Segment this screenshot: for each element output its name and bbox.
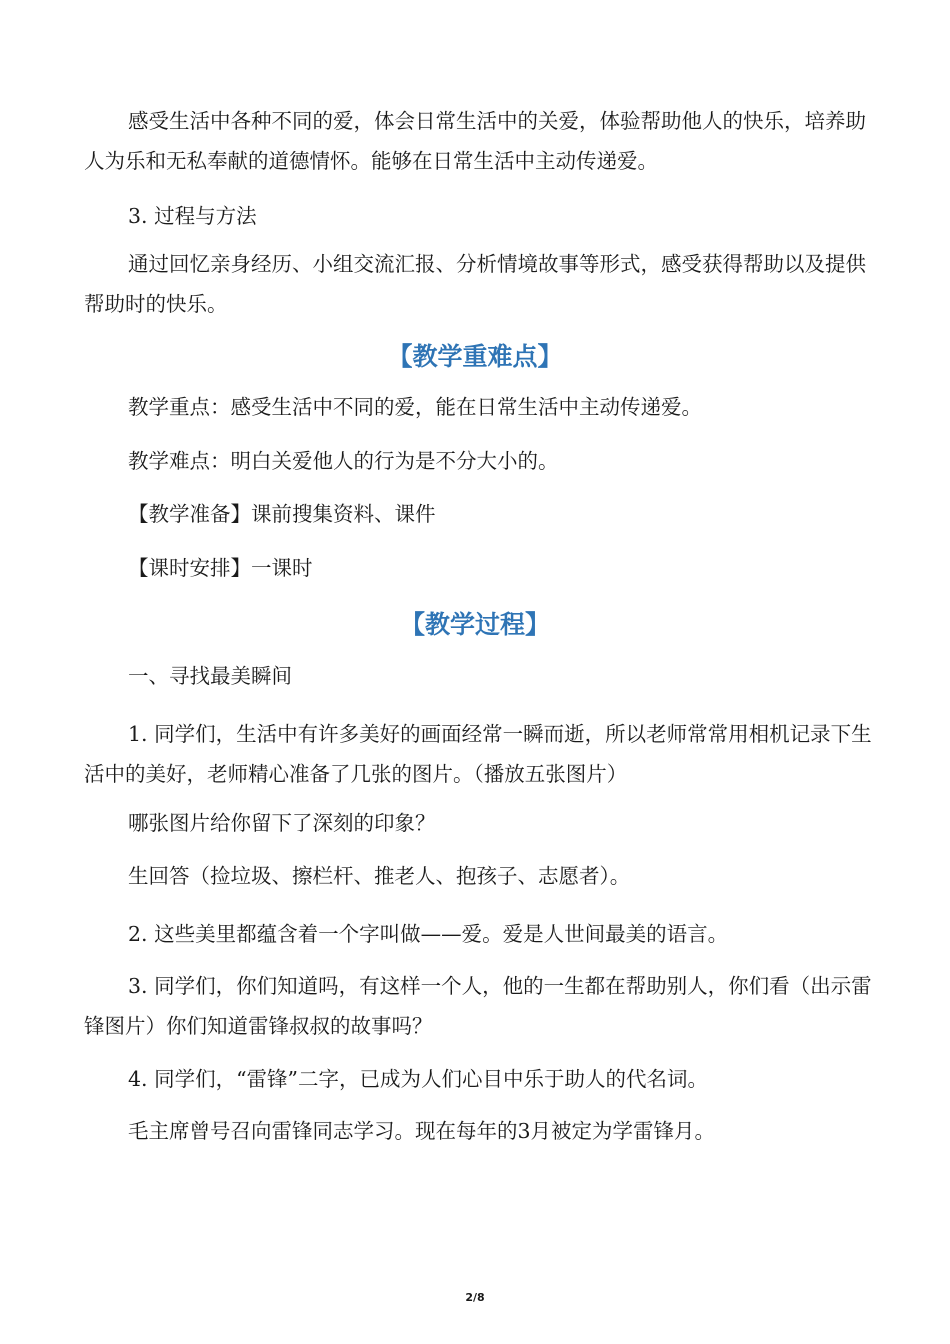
heading-teaching-process: 【教学过程】 xyxy=(399,610,550,639)
paragraph-process-method: 通过回忆亲身经历、小组交流汇报、分析情境故事等形式，感受获得帮助以及提供帮助时的快乐。 xyxy=(84,252,866,316)
page-number: 2/8 xyxy=(465,1291,485,1304)
paragraph-section-one: 一、寻找最美瞬间 xyxy=(128,664,292,688)
heading-key-difficult-points: 【教学重难点】 xyxy=(387,342,563,371)
paragraph-item-1: 1. 同学们，生活中有许多美好的画面经常一瞬而逝，所以老师常常用相机记录下生活中的美好，老师精心准备了几张的图片。（播放五张图片） xyxy=(84,722,872,786)
paragraph-student-answer: 生回答（捡垃圾、擦栏杆、推老人、抱孩子、志愿者）。 xyxy=(128,864,631,888)
paragraph-process-method-title: 3. 过程与方法 xyxy=(128,204,257,228)
paragraph-key-point: 教学重点：感受生活中不同的爱，能在日常生活中主动传递爱。 xyxy=(128,395,702,419)
paragraph-item-4: 4. 同学们，“雷锋”二字，已成为人们心目中乐于助人的代名词。 xyxy=(128,1067,709,1091)
paragraph-emotion-goal: 感受生活中各种不同的爱，体会日常生活中的关爱，体验帮助他人的快乐，培养助人为乐和无私奉献的道德情怀。能够在日常生活中主动传递爱。 xyxy=(84,109,866,173)
paragraph-item-3: 3. 同学们，你们知道吗，有这样一个人，他的一生都在帮助别人，你们看（出示雷锋图片）你们知道雷锋叔叔的故事吗？ xyxy=(84,974,872,1038)
paragraph-item-2: 2. 这些美里都蕴含着一个字叫做——爱。爱是人世间最美的语言。 xyxy=(128,922,729,946)
paragraph-question: 哪张图片给你留下了深刻的印象？ xyxy=(128,811,436,835)
paragraph-preparation: 【教学准备】课前搜集资料、课件 xyxy=(128,502,436,526)
paragraph-march-lei-feng: 毛主席曾号召向雷锋同志学习。现在每年的3月被定为学雷锋月。 xyxy=(128,1119,716,1143)
paragraph-difficult-point: 教学难点：明白关爱他人的行为是不分大小的。 xyxy=(128,449,559,473)
paragraph-schedule: 【课时安排】一课时 xyxy=(128,556,313,580)
